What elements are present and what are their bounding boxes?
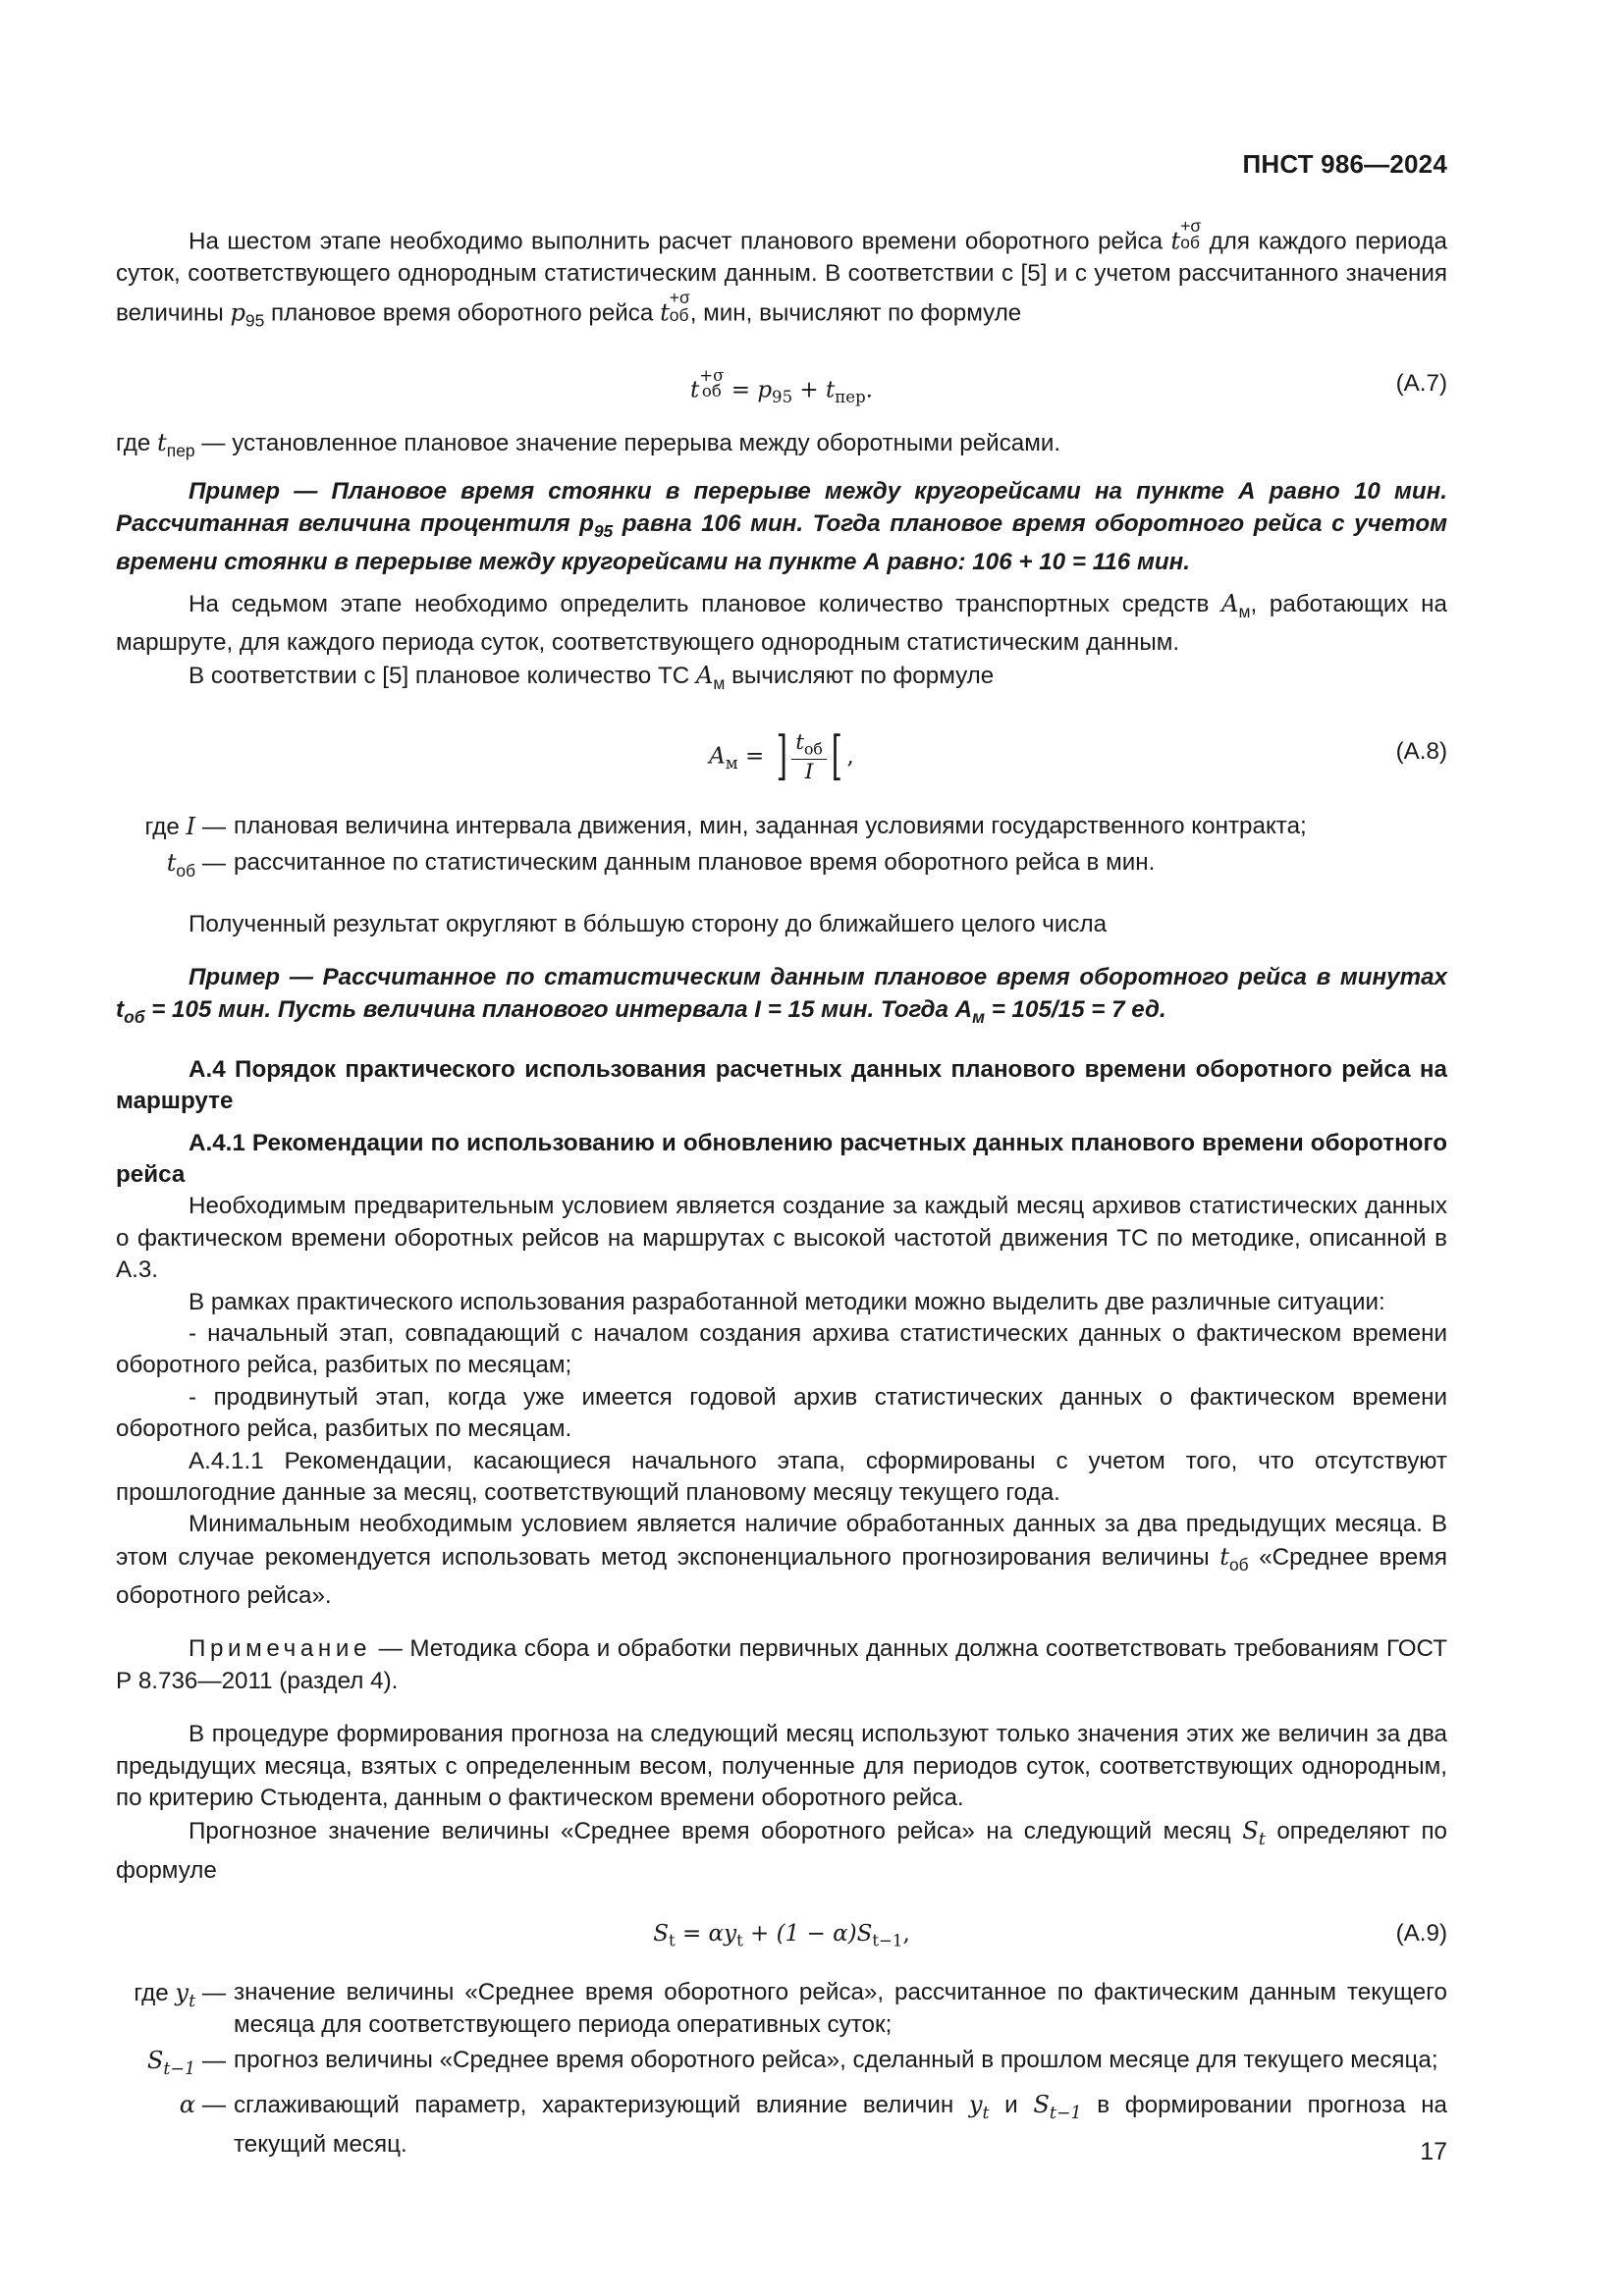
paragraph-forecast-value <box>116 1815 1447 1888</box>
paragraph-stage-six <box>116 218 1447 337</box>
symbol: = αy <box>675 1921 737 1948</box>
page-body <box>116 218 1447 2162</box>
text-run: , мин, вычисляют по формуле <box>689 299 1022 327</box>
symbol-p: p <box>230 298 245 327</box>
text-run: На шестом этапе необходимо выполнить расчет планового времени оборотного рейса <box>189 228 1171 255</box>
section-heading-a41: А.4.1 Рекомендации по использованию и обновлению расчетных данных планового времени оборотного рейса <box>116 1129 1447 1188</box>
symbol: S <box>1033 2091 1050 2119</box>
subscript: м <box>713 672 726 693</box>
bullet-initial-stage: - начальный этап, совпадающий с началом создания архива статистических данных о фактическом времени оборотного рейса, разбитых по месяцам; <box>116 1319 1447 1379</box>
subscript: t <box>1258 1829 1266 1849</box>
text-run: где <box>116 429 158 456</box>
denominator <box>791 760 827 784</box>
text-run: равна 106 мин. Тогда плановое время оборотного рейса с учетом времени стоянки в перерыве между кругорейсами на пункте А равно: 106 + 10 = 116 мин. <box>116 509 1447 575</box>
definitions-a9 <box>116 1977 1447 2162</box>
paragraph-vehicle-count <box>116 660 1447 699</box>
text-run: = 105 мин. Пусть величина планового интервала I = 15 мин. Тогда A <box>144 995 973 1023</box>
formula-a9 <box>116 1908 1447 1961</box>
example-two <box>116 962 1447 1033</box>
ceiling-bracket-left: ] <box>776 725 787 786</box>
formula-a7 <box>116 358 1447 411</box>
example-one <box>116 476 1447 578</box>
subscript: м <box>725 753 738 773</box>
definition-symbol <box>116 811 234 843</box>
subscript: t <box>736 1931 743 1950</box>
definition-symbol <box>116 847 234 886</box>
text-run: где <box>134 1980 176 2007</box>
text-run: Пример — Плановое время стоянки в перерыве между кругорейсами на пункте А равно 10 мин. Рассчитанная величина процентиля p <box>116 478 1447 537</box>
subscript: об <box>701 382 722 401</box>
paragraph-rounding: Полученный результат округляют в бо́льшую сторону до ближайшего целого числа <box>189 910 1108 937</box>
text-run: плановое время оборотного рейса <box>264 299 661 327</box>
subscript: t−1 <box>872 1931 903 1950</box>
symbol: t <box>166 849 177 878</box>
subscript: t−1 <box>1049 2104 1082 2124</box>
definition-symbol <box>116 2089 234 2121</box>
formula-number: (А.9) <box>1395 1920 1447 1948</box>
paragraph-minimal-condition <box>116 1509 1447 1612</box>
symbol-t: t <box>157 428 167 456</box>
punct: , <box>902 1921 910 1948</box>
equals: = <box>737 743 772 770</box>
definitions-a8 <box>116 811 1447 887</box>
definition-item <box>116 2045 1447 2085</box>
text-run: В соответствии с [5] плановое количество ТС <box>189 662 696 689</box>
text-run: для каждого периода суток, соответствующего однородным статистическим данным. В соответствии с [5] и с учетом рассчитанного значения величины <box>116 228 1447 327</box>
note-label: Примечание <box>189 1635 371 1663</box>
punct: , <box>846 743 854 770</box>
text-run: в формировании прогноза на текущий месяц. <box>234 2092 1447 2159</box>
note <box>116 1633 1447 1697</box>
subscript: t <box>189 1991 196 2011</box>
symbol: t <box>795 730 804 756</box>
symbol-a: A <box>1221 590 1239 618</box>
symbol: I <box>804 759 814 784</box>
definition-item <box>116 2089 1447 2162</box>
dash: — <box>201 814 226 841</box>
text-run: вычисляют по формуле <box>725 662 995 689</box>
text-run: , работающих на маршруте, для каждого периода суток, соответствующего однородным статистическим данным. <box>116 591 1447 657</box>
text-run: Пример — Рассчитанное по статистическим данным плановое время оборотного рейса в минутах t <box>116 964 1447 1023</box>
definition-text: значение величины «Среднее время оборотного рейса», рассчитанное по фактическим данным текущего месяца для соответствующего периода оперативных суток; <box>234 1979 1447 2038</box>
subscript: м <box>972 1006 985 1027</box>
subsup <box>670 290 690 324</box>
superscript: +σ <box>699 365 725 385</box>
definition-text: плановая величина интервала движения, мин, заданная условиями государственного контракта; <box>234 813 1307 840</box>
symbol-t: t <box>660 298 670 327</box>
formula-a8-expression <box>116 725 1447 786</box>
symbol-t: t <box>1219 1542 1229 1571</box>
text-run: и <box>989 2092 1034 2119</box>
subscript: м <box>1238 602 1251 621</box>
paragraph-forecast-procedure: В процедуре формирования прогноза на следующий месяц используют только значения этих же величин за два предыдущих месяца, взятых с определенным весом, полученные для периодов суток, соответствующих однородным, по критерию Стьюдента, данным о фактическом времени оборотного рейса. <box>116 1721 1447 1812</box>
where-clause-a7 <box>116 427 1447 466</box>
text-run: — установленное плановое значение перерыва между оборотными рейсами. <box>194 429 1061 456</box>
subscript: t <box>669 1931 676 1950</box>
symbol: I <box>186 813 196 841</box>
symbol-t: t <box>1170 227 1181 255</box>
text-run: где <box>144 814 187 841</box>
symbol: y <box>968 2091 983 2119</box>
subscript: об <box>1180 233 1200 253</box>
formula-number: (А.8) <box>1395 738 1447 766</box>
dash: — <box>201 850 226 878</box>
superscript: +σ <box>1180 216 1202 236</box>
text-run: определяют по формуле <box>116 1817 1447 1884</box>
symbol: + (1 − α)S <box>742 1921 873 1948</box>
text-run: Прогнозное значение величины «Среднее время оборотного рейса» на следующий месяц <box>189 1817 1243 1844</box>
subscript: об <box>669 304 689 325</box>
subscript: t−1 <box>163 2058 196 2079</box>
subsup <box>699 365 725 401</box>
symbol: + t <box>792 377 836 403</box>
subscript: 95 <box>244 310 265 331</box>
subscript: пер <box>835 388 866 407</box>
subscript: об <box>176 861 196 881</box>
symbol: S <box>653 1921 669 1948</box>
paragraph-stage-seven <box>116 588 1447 660</box>
page-number: 17 <box>1420 2138 1447 2165</box>
definition-item <box>116 811 1447 843</box>
standard-number-header: ПНСТ 986—2024 <box>1242 149 1447 179</box>
subscript: пер <box>166 440 195 460</box>
symbol-a: A <box>695 661 714 689</box>
definition-item <box>116 1977 1447 2041</box>
formula-a9-expression <box>116 1918 1447 1957</box>
definition-item <box>116 847 1447 886</box>
bullet-advanced-stage: - продвинутый этап, когда уже имеется годовой архив статистических данных о фактическом времени оборотного рейса, разбитых по месяцам. <box>116 1383 1447 1443</box>
subscript: 95 <box>593 520 614 541</box>
subscript: об <box>1228 1554 1249 1575</box>
symbol: A <box>709 743 726 770</box>
symbol: y <box>175 1979 189 2007</box>
formula-a8 <box>116 715 1447 797</box>
definition-text: прогноз величины «Среднее время оборотного рейса», сделанный в прошлом месяце для текущего месяца; <box>234 2046 1438 2073</box>
paragraph-archives: Необходимым предварительным условием является создание за каждый месяц архивов статистических данных о фактическом времени оборотных рейсов на маршрутах с высокой частотой движения ТС по методике, описанной в А.3. <box>116 1193 1447 1284</box>
dash: — <box>201 2047 226 2074</box>
definition-symbol <box>116 2045 234 2085</box>
definition-text <box>234 2089 1447 2162</box>
symbol: S <box>146 2046 164 2074</box>
subscript: 95 <box>772 388 793 407</box>
formula-number: (А.7) <box>1395 369 1447 397</box>
text-run: На седьмом этапе необходимо определить плановое количество транспортных средств <box>189 591 1222 618</box>
dash: — <box>201 1980 226 2007</box>
symbol: = p <box>724 377 773 403</box>
text-run: сглаживающий параметр, характеризующий влияние величин <box>234 2092 969 2119</box>
definition-symbol <box>116 1977 234 2017</box>
symbol-s: S <box>1242 1816 1259 1844</box>
symbol: t <box>690 377 700 403</box>
superscript: +σ <box>669 288 690 308</box>
subscript: об <box>124 1006 145 1027</box>
section-heading-a4: А.4 Порядок практического использования расчетных данных планового времени оборотного рейса на маршруте <box>116 1055 1447 1115</box>
symbol: α <box>179 2091 196 2119</box>
paragraph-a4-1-1: А.4.1.1 Рекомендации, касающиеся начального этапа, сформированы с учетом того, что отсутствуют прошлогодние данные за месяц, соответствующий плановому месяцу текущего года. <box>116 1447 1447 1507</box>
numerator <box>791 730 827 759</box>
subscript: t <box>982 2104 990 2124</box>
ceiling-bracket-right: [ <box>831 725 842 786</box>
note-text: — Методика сбора и обработки первичных данных должна соответствовать требованиям ГОСТ Р 8.736—2011 (раздел 4). <box>116 1635 1447 1694</box>
formula-a7-expression <box>116 365 1447 414</box>
fraction <box>791 730 827 784</box>
text-run: = 105/15 = 7 ед. <box>984 995 1166 1023</box>
text-run: «Среднее время оборотного рейса». <box>116 1543 1447 1610</box>
definition-text: рассчитанное по статистическим данным плановое время оборотного рейса в мин. <box>234 849 1156 877</box>
paragraph-situations: В рамках практического использования разработанной методики можно выделить две различные ситуации: <box>189 1288 1385 1315</box>
dash: — <box>201 2092 226 2119</box>
subscript: об <box>803 739 823 759</box>
punct: . <box>865 377 873 403</box>
subsup <box>1180 218 1201 252</box>
text-run: Минимальным необходимым условием является наличие обработанных данных за два предыдущих месяца. В этом случае рекомендуется использовать метод экспоненциального прогнозирования величины <box>116 1511 1447 1571</box>
